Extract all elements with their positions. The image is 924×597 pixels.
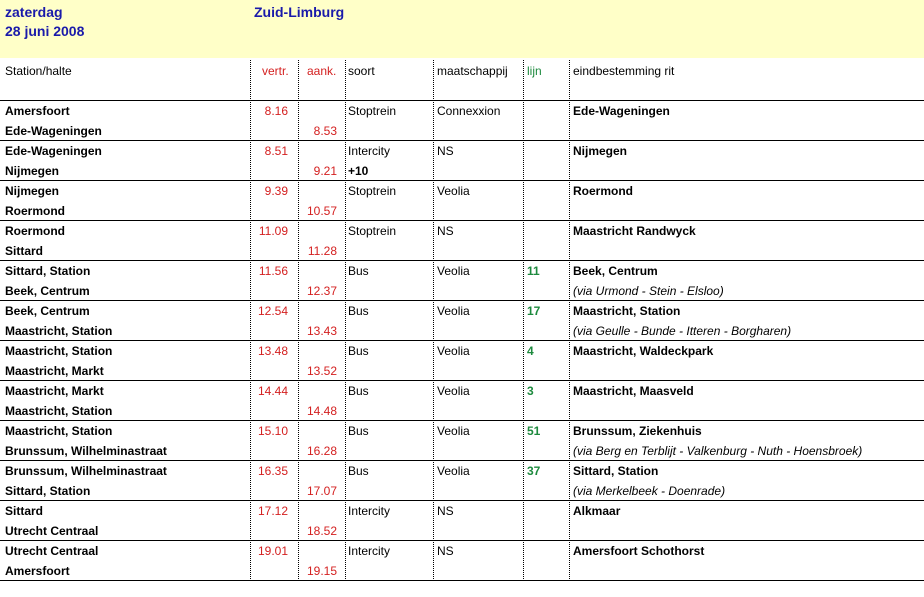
departure-time: 14.44 — [257, 384, 288, 398]
trip-row — [0, 501, 924, 541]
col-header-destination: eindbestemming rit — [573, 64, 675, 78]
trip-row — [0, 101, 924, 141]
col-header-type: soort — [348, 64, 375, 78]
arrival-station: Maastricht, Markt — [5, 364, 104, 378]
trip-row — [0, 341, 924, 381]
operator: Veolia — [437, 184, 470, 198]
line-number: 51 — [527, 424, 541, 438]
departure-time: 8.16 — [264, 104, 288, 118]
arrival-station: Beek, Centrum — [5, 284, 90, 298]
arrival-station: Roermond — [5, 204, 65, 218]
departure-time: 11.09 — [258, 224, 288, 238]
operator: NS — [437, 224, 454, 238]
arrival-time: 12.37 — [306, 284, 337, 298]
transport-type: Intercity — [348, 144, 391, 158]
arrival-time: 13.43 — [306, 324, 337, 338]
line-number: 4 — [527, 344, 534, 358]
trip-row — [0, 301, 924, 341]
transport-type: Stoptrein — [348, 104, 397, 118]
departure-station: Maastricht, Markt — [5, 384, 104, 398]
arrival-station: Utrecht Centraal — [5, 524, 99, 538]
departure-time: 8.51 — [264, 144, 288, 158]
arrival-time: 11.28 — [307, 244, 337, 258]
arrival-station: Amersfoort — [5, 564, 70, 578]
col-header-arrival: aank. — [307, 64, 337, 78]
route-via: (via Urmond - Stein - Elsloo) — [573, 284, 724, 298]
trip-row — [0, 461, 924, 501]
trip-row — [0, 221, 924, 261]
arrival-time: 9.21 — [313, 164, 337, 178]
day-label: zaterdag — [5, 4, 63, 20]
departure-station: Sittard — [5, 504, 44, 518]
departure-station: Utrecht Centraal — [5, 544, 99, 558]
transport-type: Bus — [348, 344, 369, 358]
operator: Veolia — [437, 464, 470, 478]
row-divider — [0, 580, 924, 581]
operator: NS — [437, 144, 454, 158]
region-title: Zuid-Limburg — [254, 4, 345, 20]
departure-station: Ede-Wageningen — [5, 144, 102, 158]
arrival-station: Maastricht, Station — [5, 404, 113, 418]
col-header-departure: vertr. — [262, 64, 289, 78]
title-banner — [0, 0, 924, 58]
departure-time: 15.10 — [257, 424, 288, 438]
arrival-time: 13.52 — [306, 364, 337, 378]
departure-time: 11.56 — [258, 264, 288, 278]
operator: Veolia — [437, 384, 470, 398]
operator: Veolia — [437, 264, 470, 278]
transport-type: Intercity — [348, 504, 391, 518]
arrival-time: 17.07 — [306, 484, 337, 498]
arrival-station: Brunssum, Wilhelminastraat — [5, 444, 167, 458]
departure-station: Brunssum, Wilhelminastraat — [5, 464, 167, 478]
operator: NS — [437, 504, 454, 518]
arrival-station: Maastricht, Station — [5, 324, 113, 338]
departure-time: 13.48 — [257, 344, 288, 358]
arrival-station: Sittard — [5, 244, 44, 258]
line-number: 11 — [527, 264, 540, 278]
line-number: 3 — [527, 384, 534, 398]
final-destination: Maastricht, Station — [573, 304, 681, 318]
operator: Veolia — [437, 344, 470, 358]
final-destination: Maastricht Randwyck — [573, 224, 696, 238]
transport-type: Bus — [348, 424, 369, 438]
final-destination: Ede-Wageningen — [573, 104, 670, 118]
trip-row — [0, 541, 924, 581]
transport-type: Stoptrein — [348, 224, 397, 238]
col-header-company: maatschappij — [437, 64, 508, 78]
date-label: 28 juni 2008 — [5, 23, 85, 39]
final-destination: Amersfoort Schothorst — [573, 544, 705, 558]
line-number: 37 — [527, 464, 541, 478]
delay-note: +10 — [348, 164, 369, 178]
departure-time: 19.01 — [257, 544, 288, 558]
trip-row — [0, 261, 924, 301]
route-via: (via Berg en Terblijt - Valkenburg - Nuth - Hoensbroek) — [573, 444, 863, 458]
arrival-time: 16.28 — [306, 444, 337, 458]
arrival-station: Nijmegen — [5, 164, 60, 178]
arrival-time: 10.57 — [306, 204, 337, 218]
departure-station: Maastricht, Station — [5, 344, 113, 358]
final-destination: Nijmegen — [573, 144, 628, 158]
departure-time: 12.54 — [257, 304, 288, 318]
line-number: 17 — [527, 304, 541, 318]
operator: NS — [437, 544, 454, 558]
trip-row — [0, 141, 924, 181]
final-destination: Alkmaar — [573, 504, 621, 518]
transport-type: Intercity — [348, 544, 391, 558]
final-destination: Beek, Centrum — [573, 264, 658, 278]
final-destination: Maastricht, Maasveld — [573, 384, 694, 398]
operator: Connexxion — [437, 104, 501, 118]
final-destination: Brunssum, Ziekenhuis — [573, 424, 702, 438]
departure-station: Beek, Centrum — [5, 304, 90, 318]
departure-station: Sittard, Station — [5, 264, 91, 278]
col-header-station: Station/halte — [5, 64, 72, 78]
final-destination: Roermond — [573, 184, 633, 198]
trip-row — [0, 381, 924, 421]
departure-time: 9.39 — [264, 184, 288, 198]
arrival-time: 19.15 — [306, 564, 337, 578]
departure-station: Nijmegen — [5, 184, 60, 198]
operator: Veolia — [437, 304, 470, 318]
transport-type: Bus — [348, 264, 369, 278]
arrival-time: 18.52 — [306, 524, 337, 538]
departure-station: Amersfoort — [5, 104, 70, 118]
departure-station: Roermond — [5, 224, 65, 238]
departure-time: 17.12 — [257, 504, 288, 518]
transport-type: Bus — [348, 464, 369, 478]
departure-time: 16.35 — [257, 464, 288, 478]
final-destination: Maastricht, Waldeckpark — [573, 344, 714, 358]
route-via: (via Geulle - Bunde - Itteren - Borgharen) — [573, 324, 792, 338]
trip-row — [0, 181, 924, 221]
arrival-station: Ede-Wageningen — [5, 124, 102, 138]
transport-type: Bus — [348, 304, 369, 318]
arrival-time: 14.48 — [306, 404, 337, 418]
col-header-line: lijn — [527, 64, 542, 78]
departure-station: Maastricht, Station — [5, 424, 113, 438]
trip-row — [0, 421, 924, 461]
transport-type: Stoptrein — [348, 184, 397, 198]
final-destination: Sittard, Station — [573, 464, 659, 478]
operator: Veolia — [437, 424, 470, 438]
transport-type: Bus — [348, 384, 369, 398]
route-via: (via Merkelbeek - Doenrade) — [573, 484, 726, 498]
arrival-time: 8.53 — [313, 124, 337, 138]
arrival-station: Sittard, Station — [5, 484, 91, 498]
schedule-table — [0, 101, 924, 581]
